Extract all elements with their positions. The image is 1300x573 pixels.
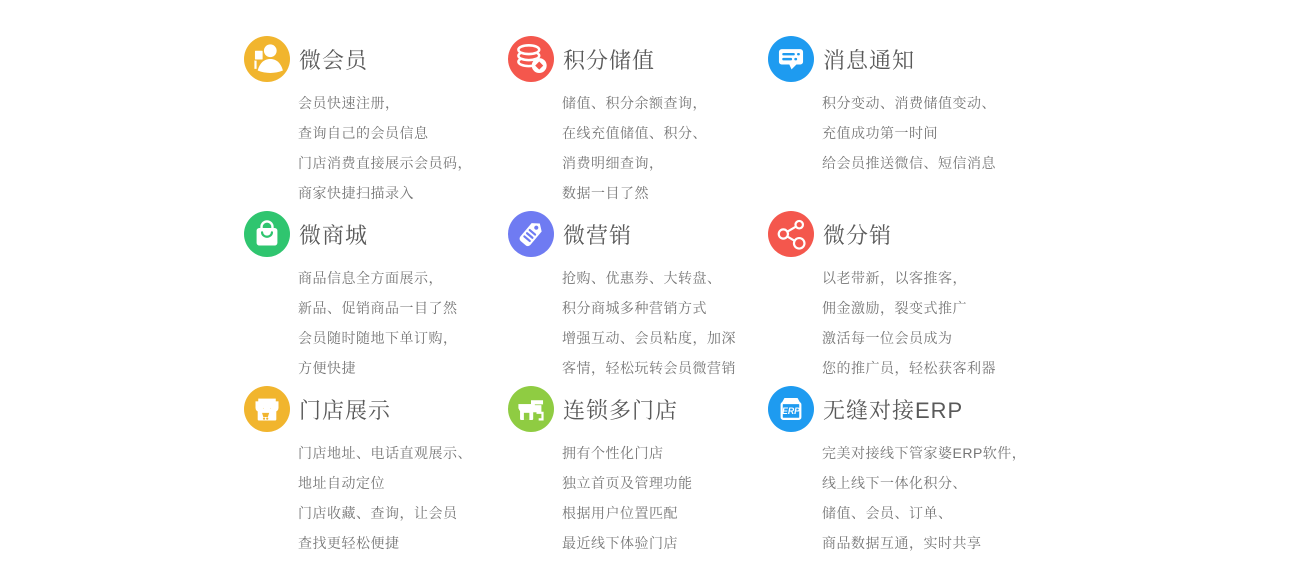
- feature-line: 充值成功第一时间: [822, 125, 938, 141]
- feature-line: 激活每一位会员成为: [822, 330, 953, 346]
- feature-line: 给会员推送微信、短信消息: [822, 155, 996, 171]
- feature-title: 微营销: [563, 222, 633, 248]
- feature-line: 积分商城多种营销方式: [562, 300, 707, 316]
- chat-bubble-icon: [768, 36, 814, 82]
- share-icon: [768, 211, 814, 257]
- feature-line: 以老带新，以客推客，: [822, 270, 967, 286]
- feature-description: [298, 88, 508, 208]
- storefront-icon: [244, 386, 290, 432]
- feature-header: [768, 211, 1048, 257]
- feature-title: 消息通知: [823, 47, 916, 73]
- feature-line: 线上线下一体化积分、: [822, 475, 967, 491]
- feature-title: 连锁多门店: [563, 397, 679, 423]
- feature-line: 您的推广员，轻松获客利器: [822, 360, 996, 376]
- feature-line: 查询自己的会员信息: [298, 125, 429, 141]
- feature-title: 微商城: [299, 222, 369, 248]
- feature-line: 在线充值储值、积分、: [562, 125, 707, 141]
- feature-card: [508, 36, 768, 211]
- feature-line: 门店地址、电话直观展示、: [298, 445, 472, 461]
- feature-line: 独立首页及管理功能: [562, 475, 693, 491]
- feature-card: [244, 211, 508, 386]
- feature-line: 数据一目了然: [562, 185, 649, 201]
- feature-title: 微会员: [299, 47, 369, 73]
- feature-line: 积分变动、消费储值变动、: [822, 95, 996, 111]
- feature-description: [822, 438, 1048, 558]
- feature-line: 完美对接线下管家婆ERP软件，: [822, 445, 1027, 461]
- feature-description: [298, 263, 508, 383]
- feature-line: 抢购、优惠券、大转盘、: [562, 270, 722, 286]
- feature-line: 方便快捷: [298, 360, 356, 376]
- feature-description: [562, 438, 768, 558]
- feature-header: [768, 36, 1048, 82]
- feature-line: 储值、会员、订单、: [822, 505, 953, 521]
- feature-card: [244, 36, 508, 211]
- feature-line: 新品、促销商品一目了然: [298, 300, 458, 316]
- features-grid: [244, 36, 1048, 561]
- feature-header: [244, 386, 508, 432]
- feature-title: 无缝对接ERP: [823, 397, 964, 423]
- feature-title: 积分储值: [563, 47, 656, 73]
- feature-line: 根据用户位置匹配: [562, 505, 678, 521]
- feature-line: 会员快速注册，: [298, 95, 400, 111]
- feature-header: [244, 36, 508, 82]
- feature-line: 查找更轻松便捷: [298, 535, 400, 551]
- feature-card: [508, 211, 768, 386]
- feature-line: 门店消费直接展示会员码，: [298, 155, 472, 171]
- feature-line: 拥有个性化门店: [562, 445, 664, 461]
- feature-line: 储值、积分余额查询，: [562, 95, 707, 111]
- feature-description: [562, 88, 768, 208]
- feature-line: 消费明细查询，: [562, 155, 664, 171]
- feature-line: 会员随时随地下单订购，: [298, 330, 458, 346]
- feature-line: 商家快捷扫描录入: [298, 185, 414, 201]
- feature-header: [508, 36, 768, 82]
- erp-box-icon: [768, 386, 814, 432]
- feature-header: [508, 386, 768, 432]
- feature-line: 佣金激励，裂变式推广: [822, 300, 967, 316]
- shopping-bag-icon: [244, 211, 290, 257]
- feature-header: [244, 211, 508, 257]
- feature-line: 商品数据互通，实时共享: [822, 535, 982, 551]
- feature-header: [508, 211, 768, 257]
- feature-description: [822, 88, 1048, 178]
- feature-description: [298, 438, 508, 558]
- feature-description: [562, 263, 768, 383]
- feature-title: 微分销: [823, 222, 893, 248]
- price-tag-icon: [508, 211, 554, 257]
- feature-title: 门店展示: [299, 397, 392, 423]
- feature-header: [768, 386, 1048, 432]
- coins-icon: [508, 36, 554, 82]
- feature-line: 商品信息全方面展示，: [298, 270, 443, 286]
- feature-card: [244, 386, 508, 561]
- feature-card: [768, 386, 1048, 561]
- member-icon: [244, 36, 290, 82]
- feature-line: 门店收藏、查询，让会员: [298, 505, 458, 521]
- multi-store-icon: [508, 386, 554, 432]
- feature-description: [822, 263, 1048, 383]
- feature-card: [508, 386, 768, 561]
- feature-line: 客情，轻松玩转会员微营销: [562, 360, 736, 376]
- feature-card: [768, 211, 1048, 386]
- feature-line: 最近线下体验门店: [562, 535, 678, 551]
- erp-label: ERP: [782, 405, 800, 416]
- feature-card: [768, 36, 1048, 211]
- feature-line: 增强互动、会员粘度，加深: [562, 330, 736, 346]
- feature-line: 地址自动定位: [298, 475, 385, 491]
